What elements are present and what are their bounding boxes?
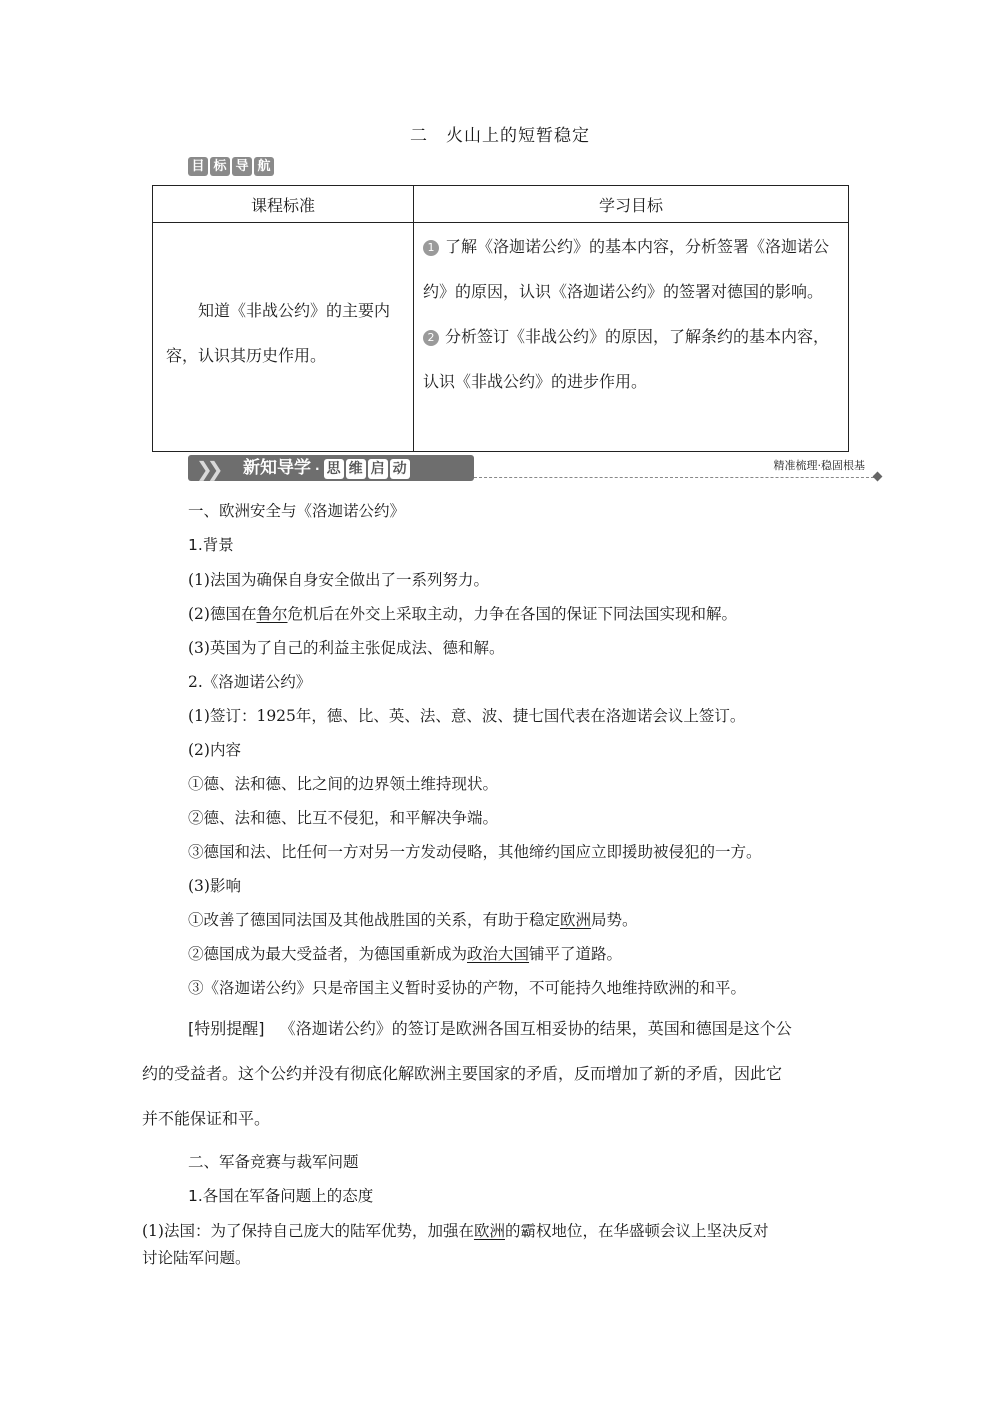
text-run: 的霸权地位，在华盛顿会议上坚决反对 (504, 1222, 769, 1240)
text-run: 铺平了道路。 (529, 945, 623, 963)
banner-title: 新知导学 (243, 458, 311, 478)
banner-highlight-char: 维 (346, 459, 366, 479)
badge-char: 标 (210, 157, 230, 176)
badge-char: 目 (188, 157, 208, 176)
paragraph (188, 602, 737, 624)
banner-subtitle: 精准梳理·稳固根基 (773, 459, 865, 472)
banner-dashed-line (474, 477, 874, 478)
paragraph: 讨论陆军问题。 (142, 1249, 251, 1267)
text-run: ②德国成为最大受益者，为德国重新成为 (188, 945, 468, 963)
text-run: ①改善了德国同法国及其他战胜国的关系，有助于稳定 (188, 911, 561, 929)
note-label: [特别提醒] (188, 1019, 265, 1038)
paragraph: (1)签订：1925年，德、比、英、法、意、波、捷七国代表在洛迦诺会议上签订。 (188, 707, 746, 725)
note-text: 《洛迦诺公约》的签订是欧洲各国互相妥协的结果，英国和德国是这个公 (279, 1019, 792, 1038)
header-learning-objectives: 学习目标 (414, 186, 849, 223)
paragraph (142, 1219, 769, 1241)
underlined-term: 欧洲 (560, 911, 592, 929)
badge-char: 航 (254, 157, 274, 176)
underlined-term: 政治大国 (467, 945, 530, 963)
section-banner (188, 455, 883, 481)
paragraph: (3)影响 (188, 877, 241, 895)
double-chevron-icon: ❯❯ (196, 457, 218, 481)
sub-heading: 1.各国在军备问题上的态度 (188, 1187, 374, 1205)
banner-highlight-char: 启 (368, 459, 388, 479)
list-item: ③德国和法、比任何一方对另一方发动侵略，其他缔约国应立即援助被侵犯的一方。 (188, 843, 762, 861)
sub-heading: 1.背景 (188, 536, 234, 554)
banner-highlight-char: 思 (324, 459, 344, 479)
section-heading: 一、欧洲安全与《洛迦诺公约》 (188, 502, 406, 520)
number-badge-icon: 2 (423, 330, 439, 346)
objective-item (415, 224, 847, 314)
paragraph: (3)英国为了自己的利益主张促成法、德和解。 (188, 639, 505, 657)
sub-heading: 2.《洛迦诺公约》 (188, 673, 312, 691)
objective-text: 分析签订《非战公约》的原因，了解条约的基本内容，认识《非战公约》的进步作用。 (423, 327, 830, 391)
text-run: 危机后在外交上采取主动，力争在各国的保证下同法国实现和解。 (287, 605, 737, 623)
badge-char: 导 (232, 157, 252, 176)
objective-navigation-badge (188, 157, 274, 176)
course-standard-text: 知道《非战公约》的主要内容，认识其历史作用。 (166, 301, 391, 365)
course-standard-cell (153, 223, 414, 452)
learning-objectives-cell (414, 223, 849, 452)
special-note (188, 1016, 792, 1039)
objective-item (415, 314, 847, 404)
special-note-line: 约的受益者。这个公约并没有彻底化解欧洲主要国家的矛盾，反而增加了新的矛盾，因此它 (142, 1064, 783, 1083)
header-course-standard: 课程标准 (153, 186, 414, 223)
text-run: (2)德国在 (188, 605, 257, 623)
special-note-line: 并不能保证和平。 (142, 1109, 271, 1128)
number-badge-icon: 1 (423, 240, 439, 256)
objective-text: 了解《洛迦诺公约》的基本内容，分析签署《洛迦诺公约》的原因，认识《洛迦诺公约》的签署对德国的影响。 (423, 237, 830, 301)
objectives-table (152, 185, 849, 452)
list-item: ①德、法和德、比之间的边界领土维持现状。 (188, 775, 499, 793)
underlined-term: 欧洲 (473, 1222, 505, 1240)
list-item (188, 942, 622, 964)
paragraph: (2)内容 (188, 741, 241, 759)
paragraph: (1)法国为确保自身安全做出了一系列努力。 (188, 571, 489, 589)
underlined-term: 鲁尔 (256, 605, 288, 623)
page-title: 二 火山上的短暂稳定 (410, 126, 590, 146)
banner-label-box (188, 455, 474, 481)
banner-dot: · (315, 462, 320, 476)
banner-highlight-char: 动 (390, 459, 410, 479)
section-heading: 二、军备竞赛与裁军问题 (188, 1153, 359, 1171)
list-item: ③《洛迦诺公约》只是帝国主义暂时妥协的产物，不可能持久地维持欧洲的和平。 (188, 979, 747, 997)
text-run: 局势。 (591, 911, 638, 929)
list-item: ②德、法和德、比互不侵犯，和平解决争端。 (188, 809, 499, 827)
diamond-icon (873, 472, 883, 482)
list-item (188, 908, 638, 930)
text-run: (1)法国：为了保持自己庞大的陆军优势，加强在 (142, 1222, 474, 1240)
